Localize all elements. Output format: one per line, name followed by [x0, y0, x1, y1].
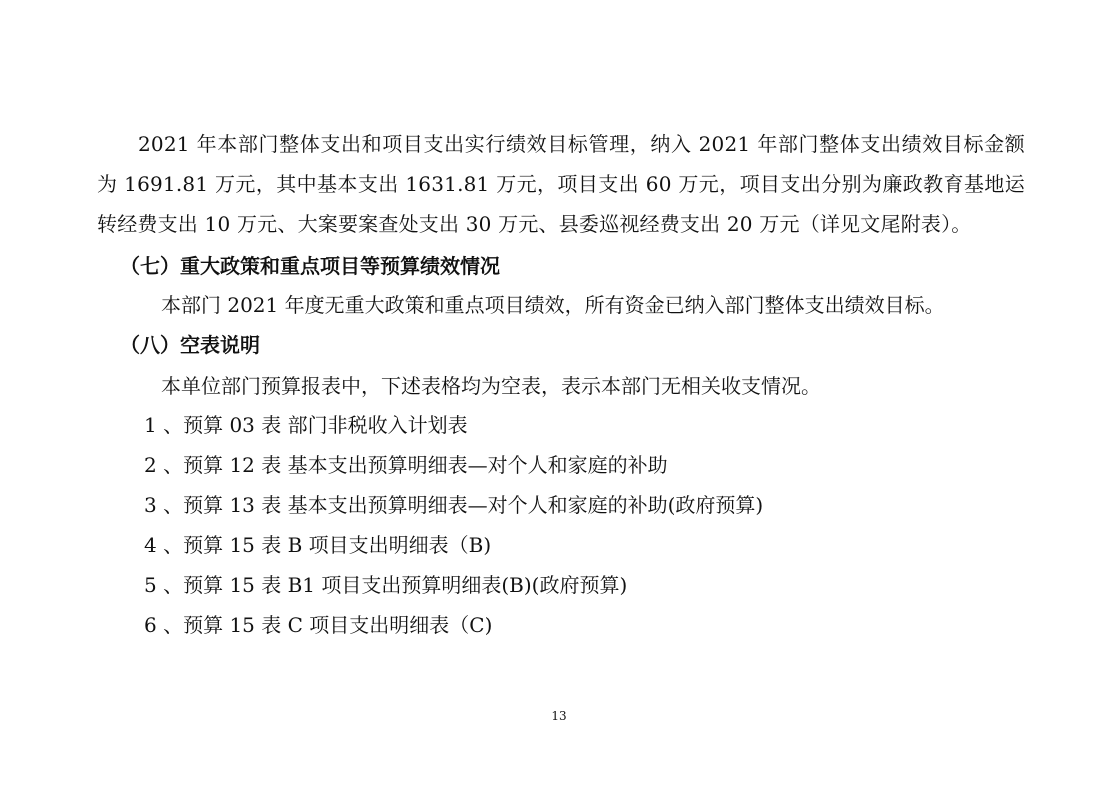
list-item: 2 、预算 12 表 基本支出预算明细表—对个人和家庭的补助 [144, 453, 668, 477]
paragraph-major-policy: 本部门 2021 年度无重大政策和重点项目绩效，所有资金已纳入部门整体支出绩效目标。 [161, 293, 945, 317]
section-heading-7: （七）重大政策和重点项目等预算绩效情况 [120, 254, 500, 278]
list-item: 4 、预算 15 表 B 项目支出明细表（B) [144, 533, 492, 557]
page-number: 13 [551, 709, 567, 723]
list-item: 6 、预算 15 表 C 项目支出明细表（C) [144, 613, 493, 637]
section-heading-8: （八）空表说明 [120, 333, 260, 357]
list-item: 5 、预算 15 表 B1 项目支出预算明细表(B)(政府预算) [144, 573, 628, 597]
paragraph-empty-tables-intro: 本单位部门预算报表中，下述表格均为空表，表示本部门无相关收支情况。 [161, 374, 821, 398]
paragraph-performance-targets: 2021 年本部门整体支出和项目支出实行绩效目标管理，纳入 2021 年部门整体支出绩效目标金额为 1691.81 万元，其中基本支出 1631.81 万元，项目支出 60 万元，项目支出分别为廉政教育基地运转经费支出 10 万元、大案要案查处支出 30 万元、县委巡视经费支出 20 万元（详见文尾附表）。 [97, 132, 1025, 236]
list-item: 3 、预算 13 表 基本支出预算明细表—对个人和家庭的补助(政府预算) [144, 493, 764, 517]
list-item: 1 、预算 03 表 部门非税收入计划表 [144, 413, 468, 437]
